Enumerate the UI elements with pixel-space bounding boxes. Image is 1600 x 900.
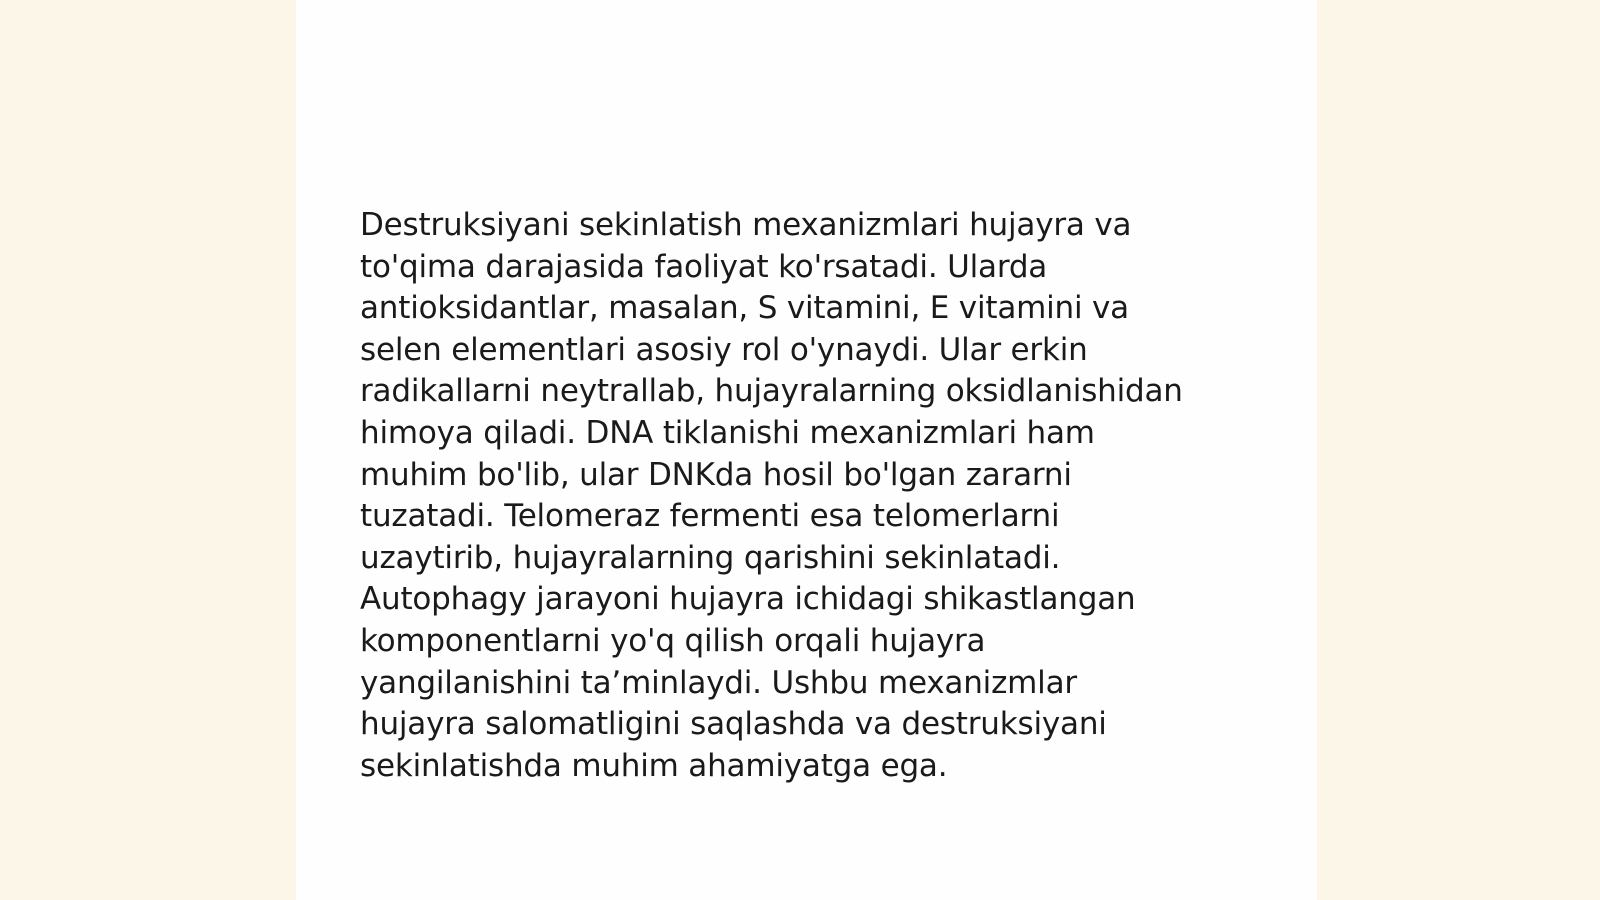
body-paragraph: [360, 205, 1260, 787]
text-line-8: tuzatadi. Telomeraz fermenti esa telomerlarni: [360, 498, 1060, 535]
text-line-6: himoya qiladi. DNA tiklanishi mexanizmlari ham: [360, 414, 1095, 451]
right-margin-background: [1317, 0, 1600, 900]
text-line-12: yangilanishini ta’minlaydi. Ushbu mexanizmlar: [360, 664, 1077, 701]
text-line-13: hujayra salomatligini saqlashda va destruksiyani: [360, 706, 1107, 743]
text-line-2: to'qima darajasida faoliyat ko'rsatadi. Ularda: [360, 248, 1048, 285]
text-line-10: Autophagy jarayoni hujayra ichidagi shikastlangan: [360, 581, 1136, 618]
text-line-4: selen elementlari asosiy rol o'ynaydi. Ular erkin: [360, 331, 1088, 368]
text-line-5: radikallarni neytrallab, hujayralarning oksidlanishidan: [360, 373, 1183, 410]
text-line-11: komponentlarni yo'q qilish orqali hujayra: [360, 622, 986, 659]
text-line-1: Destruksiyani sekinlatish mexanizmlari hujayra va: [360, 207, 1132, 243]
text-line-3: antioksidantlar, masalan, S vitamini, E vitamini va: [360, 290, 1129, 327]
text-line-7: muhim bo'lib, ular DNKda hosil bo'lgan zararni: [360, 456, 1072, 493]
left-margin-background: [0, 0, 296, 900]
text-line-9: uzaytirib, hujayralarning qarishini sekinlatadi.: [360, 539, 1061, 576]
text-line-14: sekinlatishda muhim ahamiyatga ega.: [360, 747, 948, 784]
document-page: [296, 0, 1317, 900]
